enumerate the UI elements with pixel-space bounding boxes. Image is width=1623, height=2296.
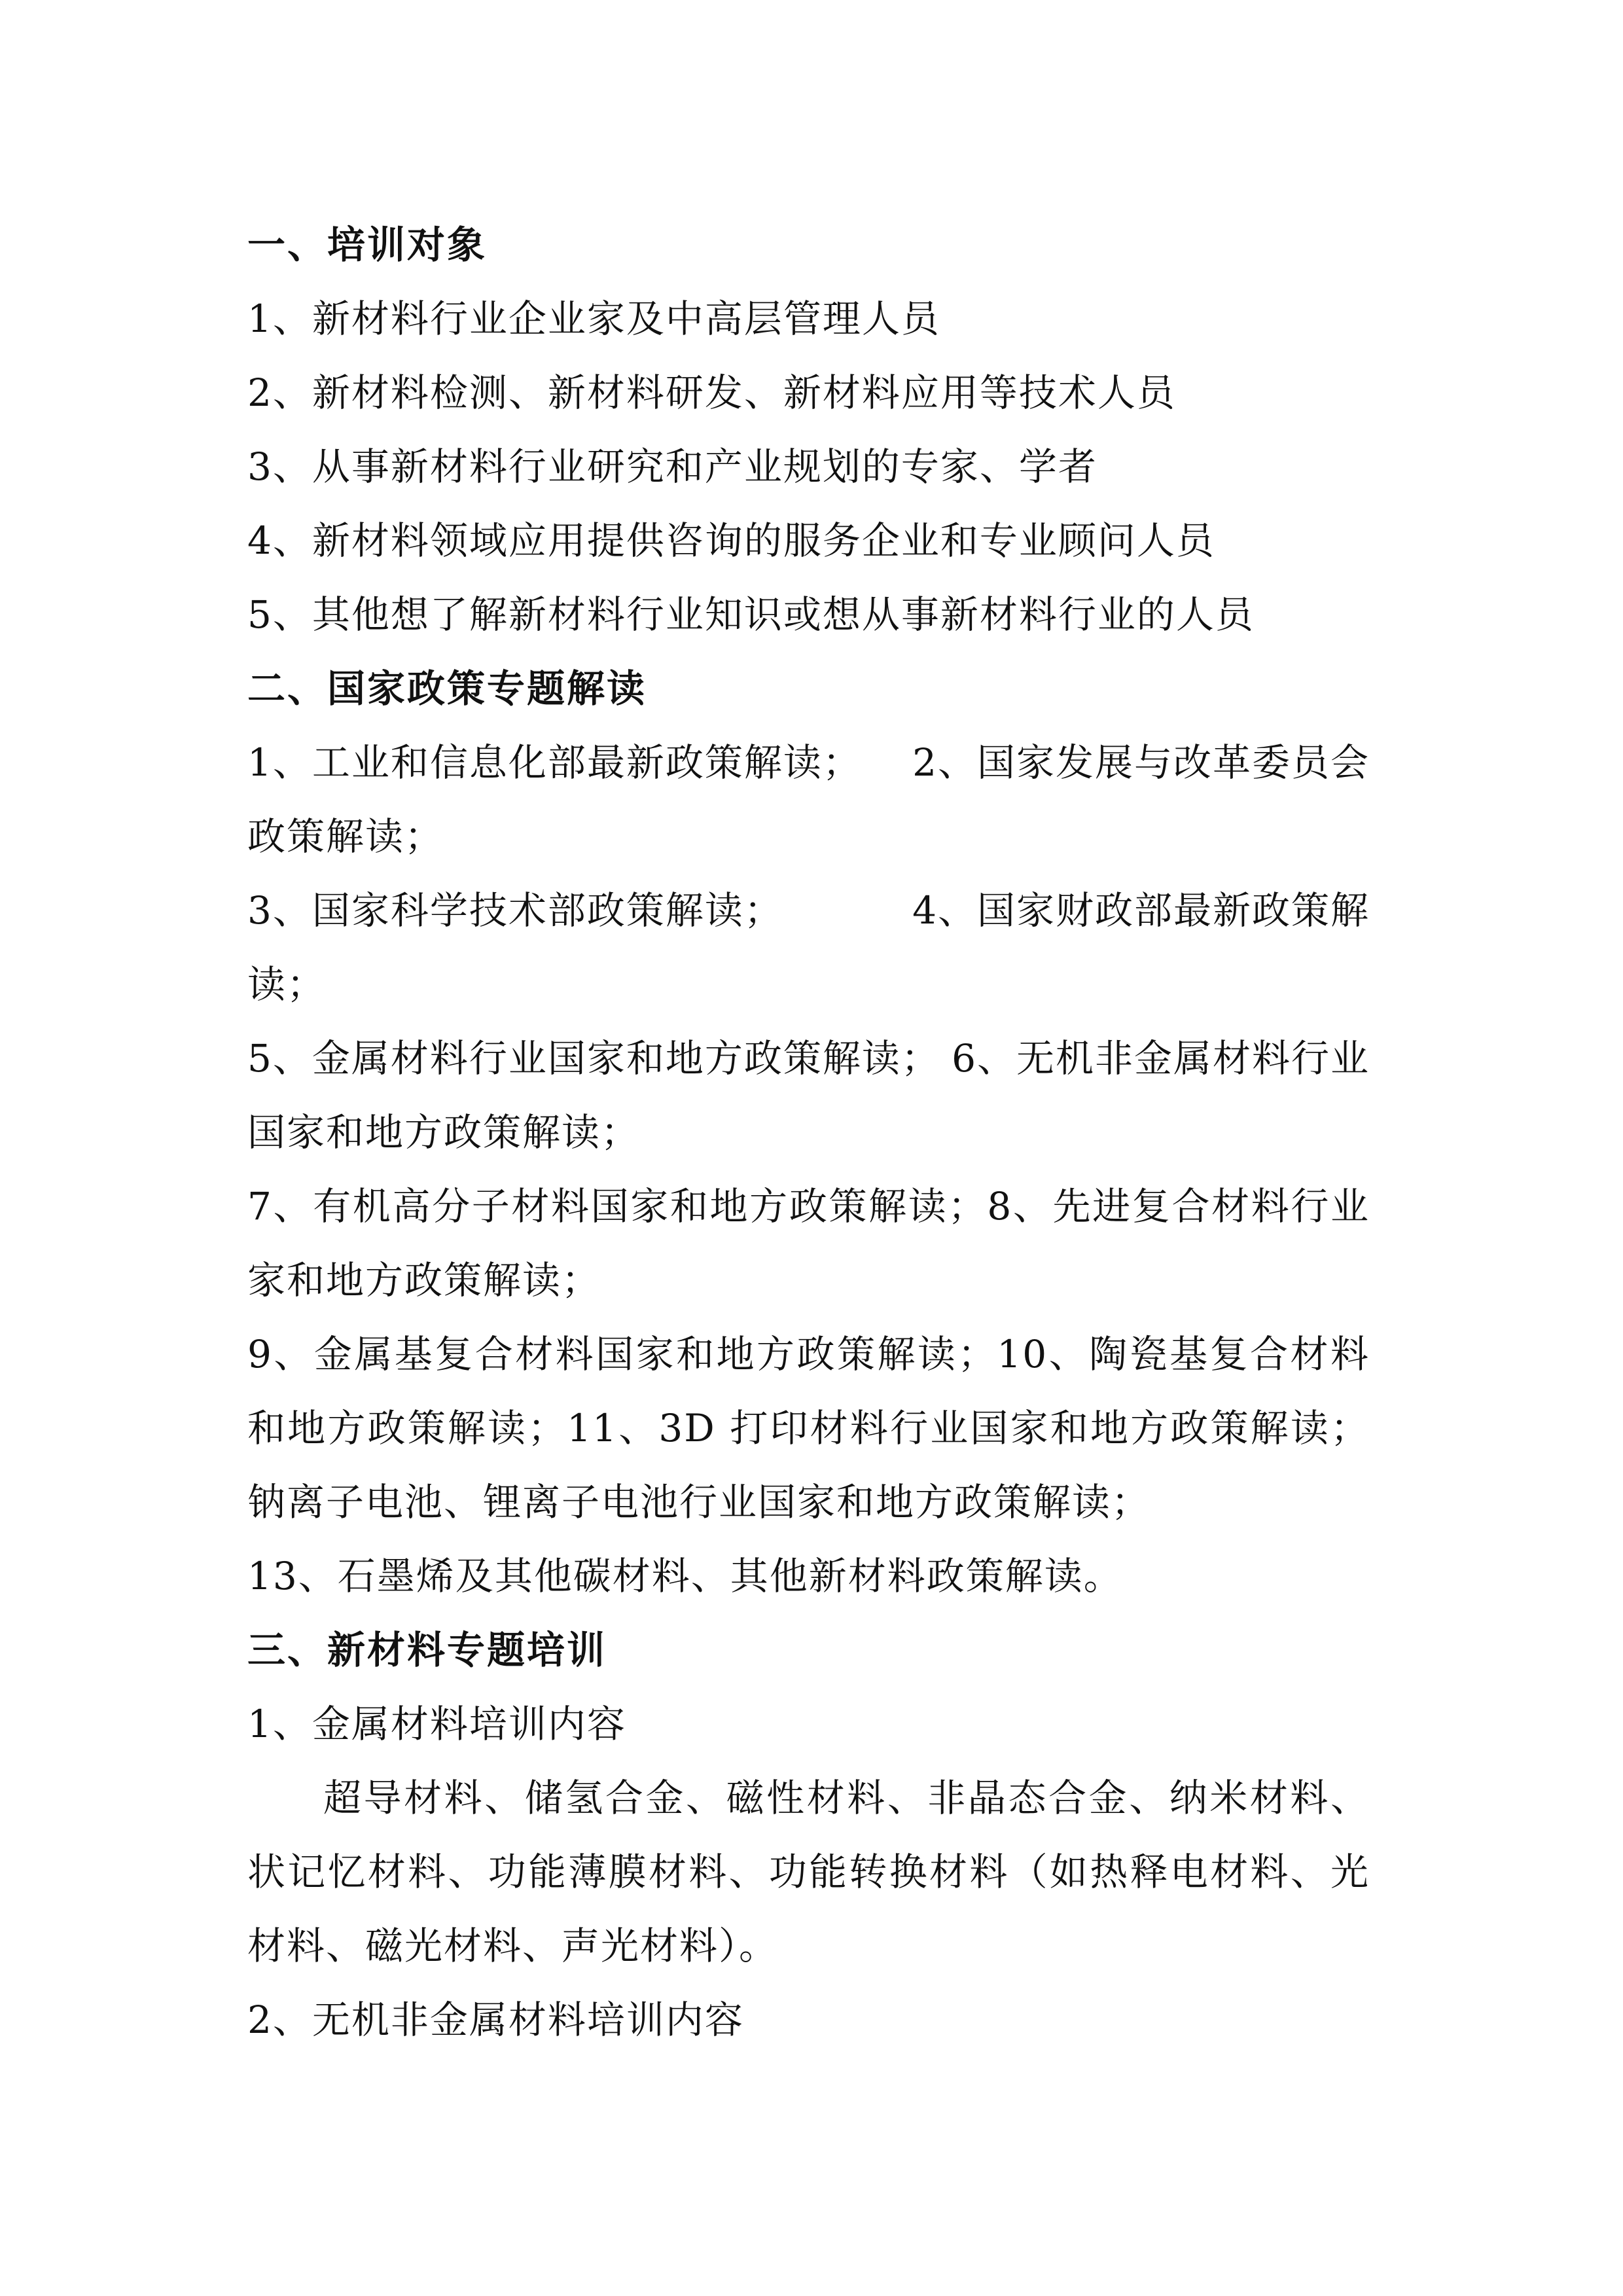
policy-line: 家和地方政策解读； [247, 1258, 601, 1302]
list-item: 3、从事新材料行业研究和产业规划的专家、学者 [247, 444, 1097, 489]
policy-line: 钠离子电池、锂离子电池行业国家和地方政策解读； [247, 1480, 1151, 1524]
policy-item: 1、工业和信息化部最新政策解读； [247, 740, 862, 785]
section-heading-training-targets: 一、培训对象 [247, 223, 488, 267]
policy-line: 9、金属基复合材料国家和地方政策解读；10、陶瓷基复合材料 [247, 1332, 1370, 1376]
policy-item: 5、金属材料行业国家和地方政策解读； [247, 1036, 940, 1081]
policy-item: 3、国家科学技术部政策解读； [247, 888, 783, 933]
paragraph-line: 材料、磁光材料、声光材料）。 [247, 1924, 779, 1968]
list-item: 5、其他想了解新材料行业知识或想从事新材料行业的人员 [247, 592, 1255, 637]
list-item: 1、新材料行业企业家及中高层管理人员 [247, 296, 940, 341]
list-item: 4、新材料领域应用提供咨询的服务企业和专业顾问人员 [247, 518, 1215, 563]
policy-line: 读； [247, 962, 327, 1007]
policy-item: 6、无机非金属材料行业 [952, 1036, 1370, 1081]
policy-line: 13、石墨烯及其他碳材料、其他新材料政策解读。 [247, 1554, 1123, 1598]
policy-line [247, 1022, 1370, 1096]
policy-line [247, 874, 1370, 948]
policy-line: 政策解读； [247, 814, 444, 859]
policy-item: 4、国家财政部最新政策解 [912, 888, 1370, 933]
subsection-title-inorganic-nonmetal: 2、无机非金属材料培训内容 [247, 1998, 744, 2042]
policy-line: 7、有机高分子材料国家和地方政策解读；8、先进复合材料行业 [247, 1184, 1370, 1229]
policy-item: 2、国家发展与改革委员会 [912, 740, 1370, 785]
document-page [247, 208, 1370, 2057]
paragraph-line: 状记忆材料、功能薄膜材料、功能转换材料（如热释电材料、光 [247, 1850, 1370, 1894]
policy-line: 国家和地方政策解读； [247, 1110, 641, 1155]
paragraph-line: 超导材料、储氢合金、磁性材料、非晶态合金、纳米材料、 [323, 1776, 1370, 1820]
subsection-title-metal-materials: 1、金属材料培训内容 [247, 1702, 626, 1746]
policy-line [247, 726, 1370, 800]
list-item: 2、新材料检测、新材料研发、新材料应用等技术人员 [247, 370, 1176, 415]
section-heading-special-training: 三、新材料专题培训 [247, 1628, 607, 1672]
section-heading-policy-interpretation: 二、国家政策专题解读 [247, 666, 647, 711]
policy-line: 和地方政策解读；11、3D 打印材料行业国家和地方政策解读； [247, 1406, 1370, 1450]
